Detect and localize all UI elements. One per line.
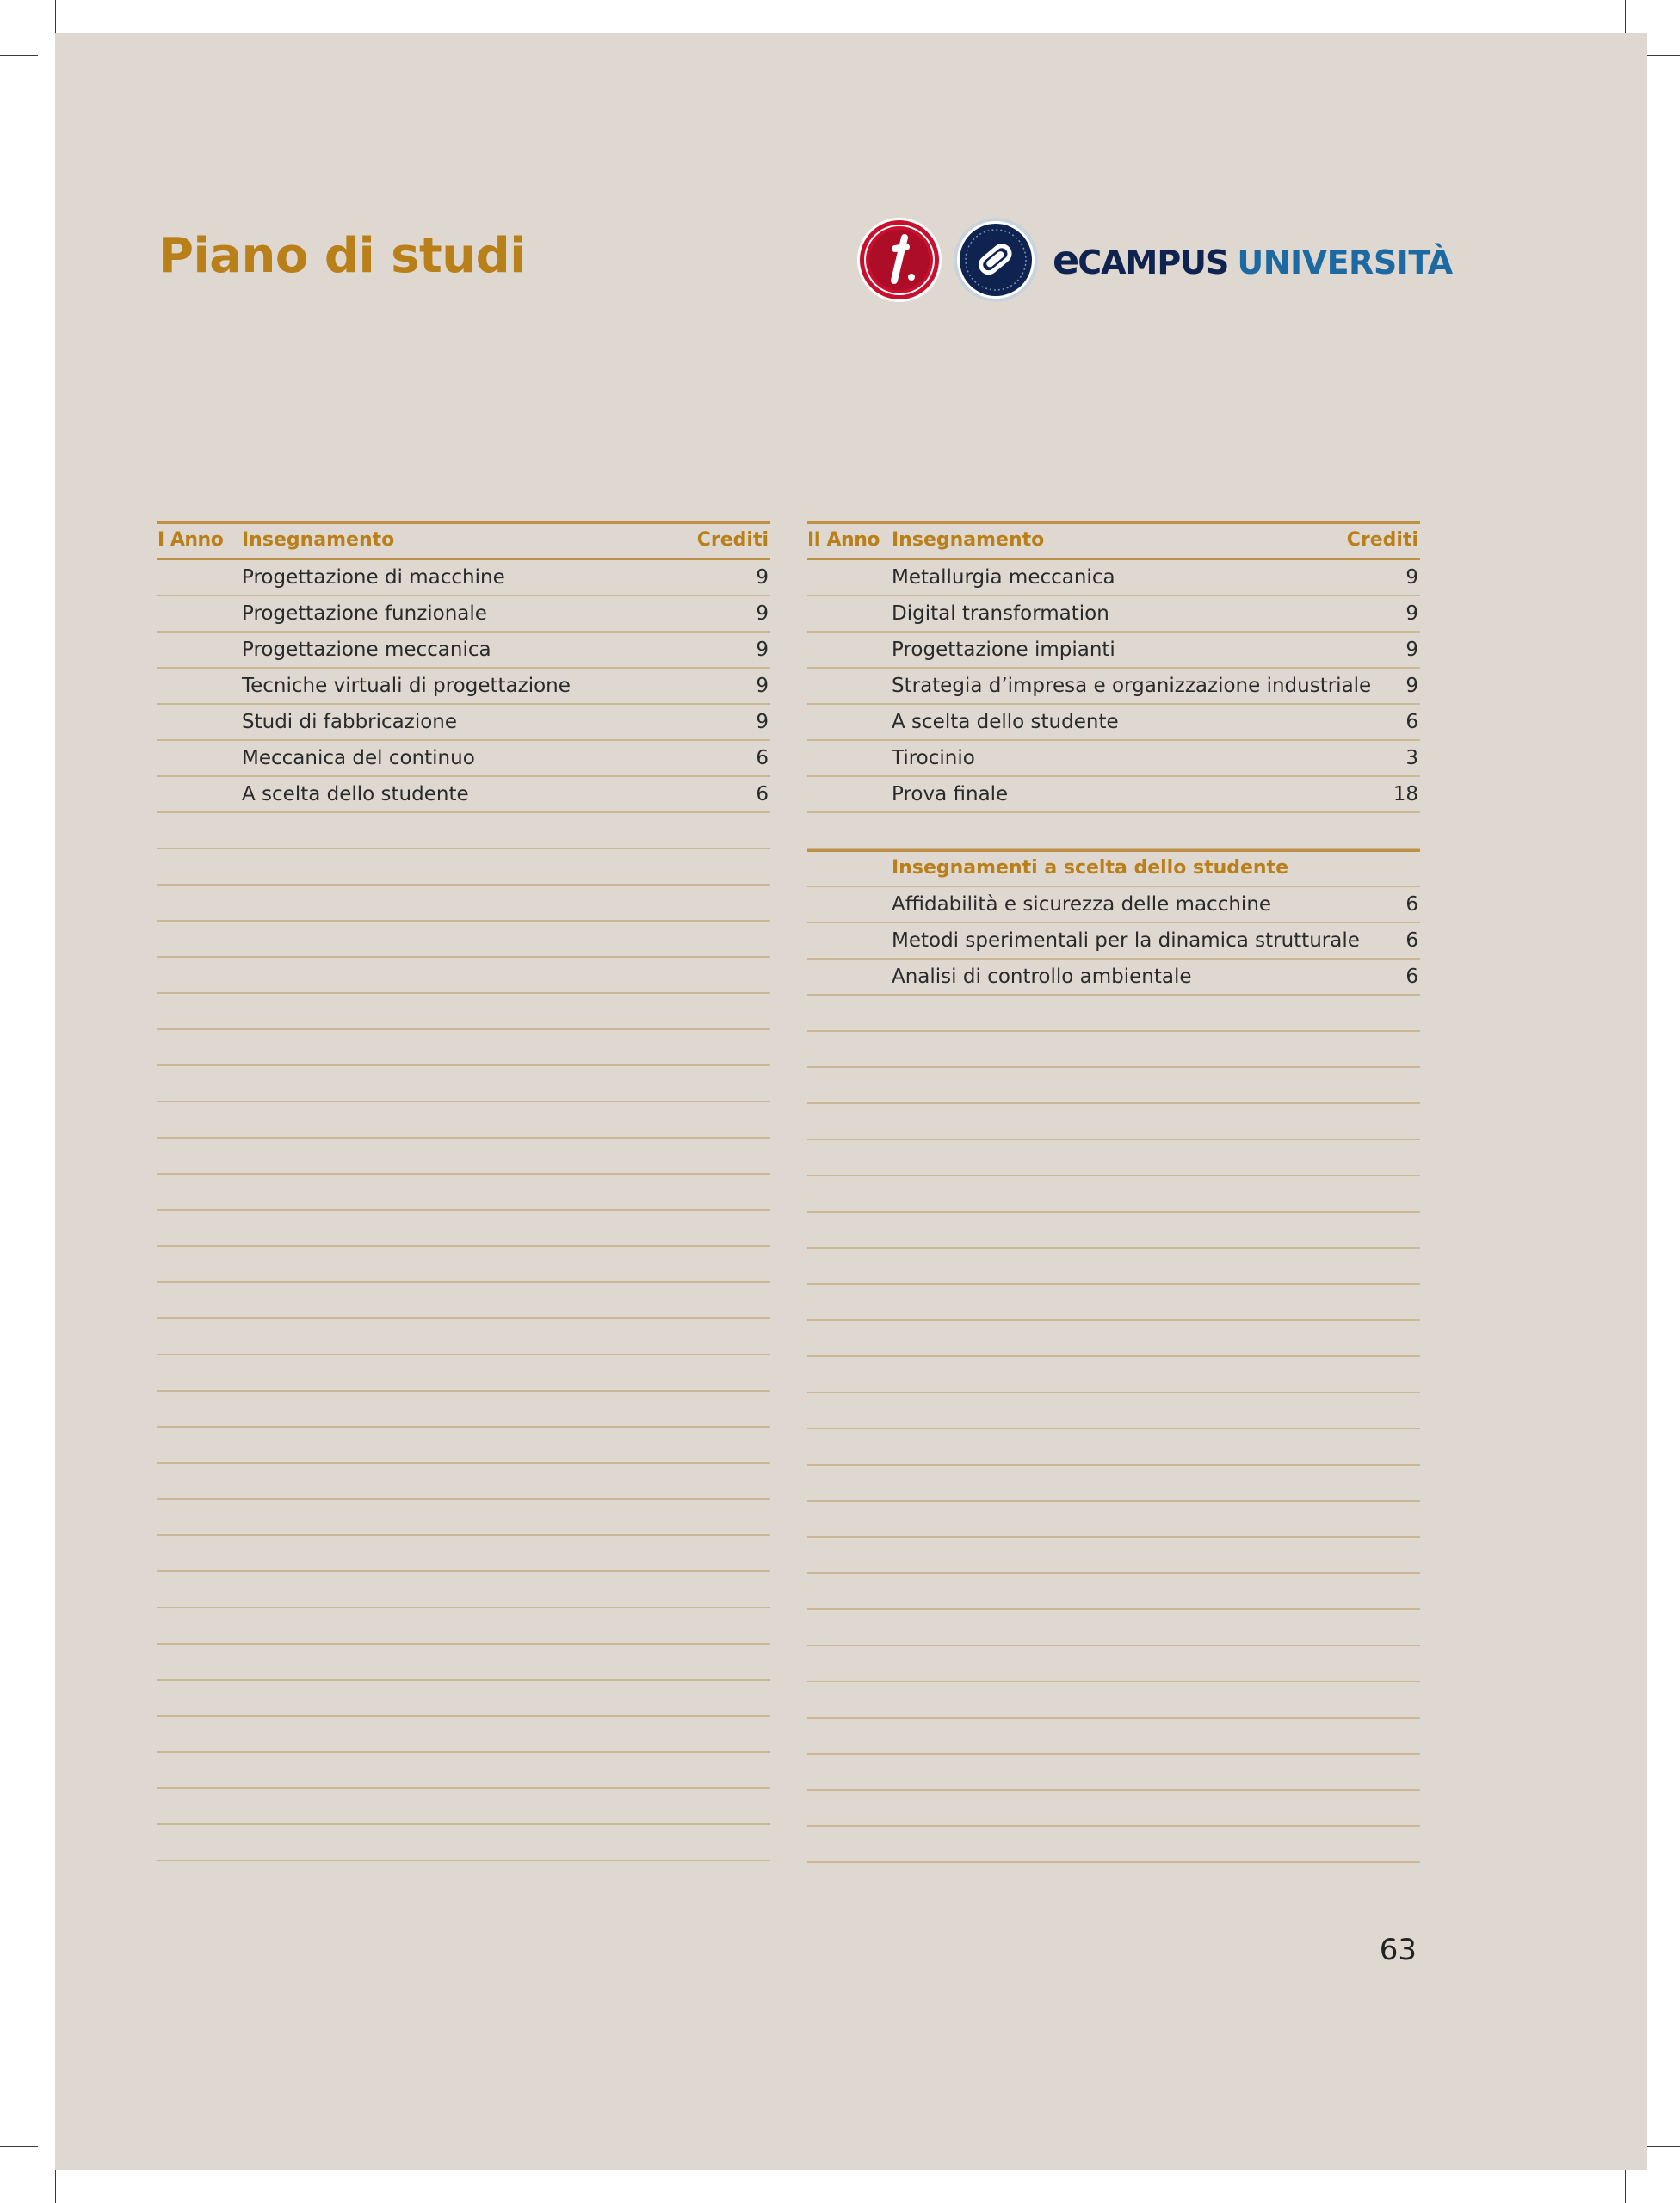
navy-seal-icon [953, 217, 1039, 303]
course-name: A scelta dello studente [242, 783, 469, 805]
course-name: Tirocinio [892, 747, 975, 769]
course-header: Insegnamento [242, 529, 395, 551]
course-credits: 9 [756, 675, 769, 697]
crop-mark-bottom-right-h [1647, 2146, 1680, 2147]
empty-row [158, 1681, 770, 1717]
table-row [807, 960, 1420, 996]
credits-header: Crediti [1346, 529, 1418, 551]
year-label: I Anno [158, 529, 224, 551]
course-name: Progettazione di macchine [242, 566, 505, 589]
course-credits: 9 [756, 566, 769, 589]
course-name: Prova finale [892, 783, 1009, 805]
empty-row [807, 996, 1420, 1032]
year-label: II Anno [807, 529, 880, 551]
course-name: Affidabilità e sicurezza delle macchine [892, 893, 1272, 916]
empty-row [158, 1319, 770, 1355]
empty-row [807, 813, 1420, 849]
course-name: Analisi di controllo ambientale [892, 966, 1192, 988]
empty-row [807, 1574, 1420, 1610]
course-name: Progettazione meccanica [242, 639, 491, 661]
empty-row [158, 1139, 770, 1175]
table-row [158, 669, 770, 705]
crop-mark-bottom-right-v [1625, 2170, 1626, 2203]
empty-row [807, 1285, 1420, 1321]
course-credits: 9 [756, 711, 769, 733]
crop-mark-top-right-v [1625, 0, 1626, 33]
empty-row [158, 1102, 770, 1139]
section-header [807, 849, 1420, 887]
course-name: Metodi sperimentali per la dinamica strutturale [892, 929, 1360, 952]
empty-row [807, 1646, 1420, 1682]
course-credits: 6 [1405, 929, 1418, 952]
empty-row [158, 1500, 770, 1536]
crop-mark-top-left-h [0, 55, 38, 56]
empty-row [158, 1825, 770, 1861]
course-credits: 6 [1405, 711, 1418, 733]
empty-row [807, 1140, 1420, 1176]
ecampus-logo [856, 217, 1453, 303]
course-name: Tecniche virtuali di progettazione [242, 675, 571, 697]
credits-header: Crediti [696, 529, 769, 551]
empty-row [807, 1682, 1420, 1719]
empty-row [807, 1466, 1420, 1502]
table-row [807, 777, 1420, 813]
empty-row [158, 886, 770, 922]
empty-row [158, 1283, 770, 1319]
course-name: A scelta dello studente [892, 711, 1119, 733]
empty-row [158, 813, 770, 849]
empty-row [807, 1827, 1420, 1863]
table-row [807, 923, 1420, 960]
crop-mark-top-left-v [55, 0, 56, 33]
table-row [807, 596, 1420, 633]
course-name: Digital transformation [892, 602, 1109, 625]
empty-row [158, 1211, 770, 1247]
empty-row [807, 1502, 1420, 1538]
table-row [807, 633, 1420, 669]
course-name: Progettazione funzionale [242, 602, 487, 625]
page-number: 63 [1379, 1933, 1417, 1967]
table-header [807, 521, 1420, 560]
empty-row [807, 1068, 1420, 1104]
empty-row [807, 1755, 1420, 1791]
table-row [158, 633, 770, 669]
table-row [158, 741, 770, 777]
empty-row [158, 958, 770, 994]
table-row [158, 596, 770, 633]
empty-row [158, 1608, 770, 1645]
empty-row [158, 1789, 770, 1825]
empty-row [807, 1538, 1420, 1574]
empty-row [158, 1175, 770, 1211]
empty-row [158, 1572, 770, 1608]
table-row [807, 560, 1420, 596]
empty-row [807, 1393, 1420, 1429]
table-row [158, 777, 770, 813]
table-row [807, 741, 1420, 777]
page-title: Piano di studi [158, 228, 526, 284]
course-credits: 18 [1393, 783, 1418, 805]
empty-row [807, 1791, 1420, 1827]
empty-row [807, 1719, 1420, 1755]
course-name: Metallurgia meccanica [892, 566, 1115, 589]
crop-mark-top-right-h [1647, 55, 1680, 56]
course-name: Studi di fabbricazione [242, 711, 458, 733]
year-2-table [807, 521, 1420, 1863]
empty-row [807, 1213, 1420, 1249]
empty-row [158, 1247, 770, 1283]
course-credits: 6 [756, 747, 769, 769]
course-credits: 9 [756, 639, 769, 661]
empty-row [158, 1428, 770, 1464]
red-seal-icon [856, 217, 942, 303]
course-name: Progettazione impianti [892, 639, 1115, 661]
course-credits: 9 [1405, 675, 1418, 697]
empty-row [158, 1355, 770, 1392]
empty-row [158, 922, 770, 958]
empty-row [807, 1176, 1420, 1213]
table-row [158, 560, 770, 596]
empty-row [807, 1032, 1420, 1068]
course-credits: 6 [756, 783, 769, 805]
empty-row [807, 1429, 1420, 1466]
empty-row [807, 1249, 1420, 1285]
table-row [807, 887, 1420, 923]
course-credits: 9 [1405, 602, 1418, 625]
course-header: Insegnamento [892, 529, 1045, 551]
empty-row [807, 1357, 1420, 1393]
table-row [158, 705, 770, 741]
empty-row [158, 1717, 770, 1753]
crop-mark-bottom-left-h [0, 2146, 38, 2147]
section-title: Insegnamenti a scelta dello studente [892, 857, 1289, 879]
empty-row [158, 849, 770, 886]
course-name: Meccanica del continuo [242, 747, 475, 769]
empty-row [807, 1321, 1420, 1357]
empty-row [158, 1645, 770, 1681]
course-name: Strategia d’impresa e organizzazione industriale [892, 675, 1372, 697]
empty-row [158, 994, 770, 1030]
empty-row [158, 1066, 770, 1102]
empty-row [158, 1030, 770, 1066]
empty-row [158, 1392, 770, 1428]
year-1-table [158, 521, 770, 1861]
course-credits: 9 [1405, 639, 1418, 661]
course-credits: 9 [1405, 566, 1418, 589]
empty-row [158, 1753, 770, 1789]
table-row [807, 669, 1420, 705]
course-credits: 9 [756, 602, 769, 625]
empty-row [158, 1464, 770, 1500]
course-credits: 6 [1405, 893, 1418, 916]
table-row [807, 705, 1420, 741]
empty-row [807, 1104, 1420, 1140]
course-credits: 3 [1405, 747, 1418, 769]
brand-name: eCAMPUS UNIVERSITÀ [1053, 237, 1453, 283]
course-credits: 6 [1405, 966, 1418, 988]
empty-row [807, 1610, 1420, 1646]
table-header [158, 521, 770, 560]
crop-mark-bottom-left-v [55, 2170, 56, 2203]
empty-row [158, 1536, 770, 1572]
